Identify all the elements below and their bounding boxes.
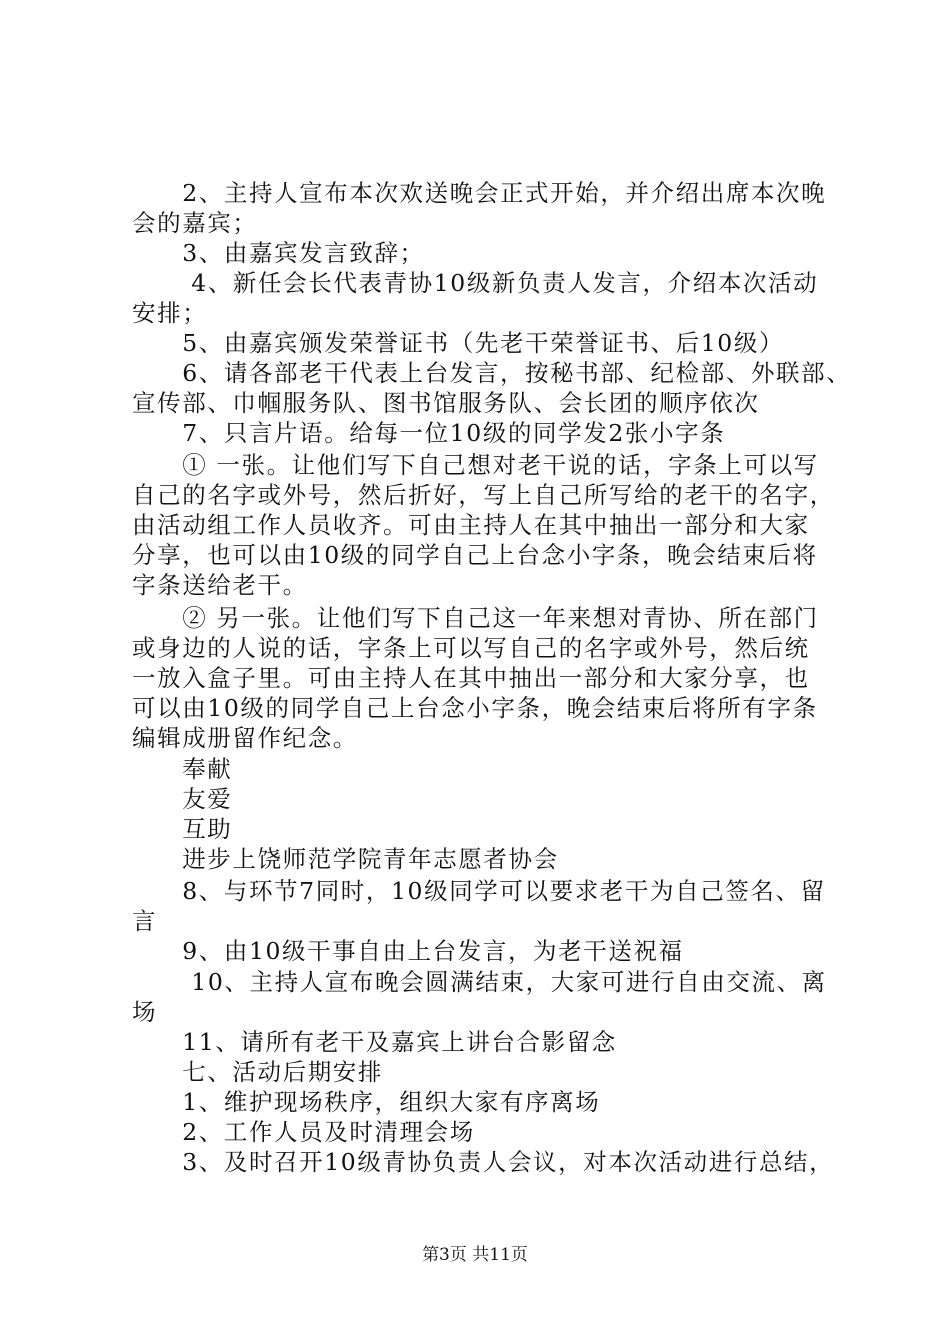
text-line: 由活动组工作人员收齐。可由主持人在其中抽出一部分和大家: [132, 511, 810, 539]
text-line: 编辑成册留作纪念。: [132, 724, 358, 752]
text-line: 2、主持人宣布本次欢送晚会正式开始，并介绍出席本次晚: [132, 179, 827, 207]
text-line: 七、活动后期安排: [132, 1058, 383, 1086]
text-line: 互助: [132, 815, 233, 843]
text-line: 11、请所有老干及嘉宾上讲台合影留念: [132, 1028, 617, 1056]
text-line: ② 另一张。让他们写下自己这一年来想对青协、所在部门: [132, 604, 819, 632]
text-line: 一放入盒子里。可由主持人在其中抽出一部分和大家分享，也: [132, 664, 810, 692]
text-line: 6、请各部老干代表上台发言，按秘书部、纪检部、外联部、: [132, 359, 852, 387]
text-line: 4、新任会长代表青协10级新负责人发言，介绍本次活动: [132, 269, 819, 297]
text-line: 安排；: [132, 299, 208, 327]
text-line: 字条送给老干。: [132, 571, 308, 599]
text-line: 2、工作人员及时清理会场: [132, 1118, 475, 1146]
text-line: 进步上饶师范学院青年志愿者协会: [132, 845, 559, 873]
text-line: 或身边的人说的话，字条上可以写自己的名字或外号，然后统: [132, 634, 810, 662]
text-line: 自己的名字或外号，然后折好，写上自己所写给的老干的名字，: [132, 481, 835, 509]
text-line: 可以由10级的同学自己上台念小字条，晚会结束后将所有字条: [132, 694, 818, 722]
text-line: 言: [132, 907, 158, 935]
text-line: 8、与环节7同时，10级同学可以要求老干为自己签名、留: [132, 877, 826, 905]
text-line: 宣传部、巾帼服务队、图书馆服务队、会长团的顺序依次: [132, 389, 760, 417]
page-number-footer: 第3页 共11页: [422, 1245, 528, 1265]
text-line: 友爱: [132, 785, 233, 813]
text-line: 分享，也可以由10级的同学自己上台念小字条，晚会结束后将: [132, 541, 818, 569]
text-line: 1、维护现场秩序，组织大家有序离场: [132, 1088, 601, 1116]
text-line: 奉献: [132, 755, 233, 783]
text-line: 场: [132, 998, 158, 1026]
text-line: 10、主持人宣布晚会圆满结束，大家可进行自由交流、离: [132, 968, 827, 996]
text-line: ① 一张。让他们写下自己想对老干说的话，字条上可以写: [132, 451, 819, 479]
text-line: 3、及时召开10级青协负责人会议，对本次活动进行总结，: [132, 1148, 835, 1176]
text-line: 9、由10级干事自由上台发言，为老干送祝福: [132, 937, 684, 965]
text-line: 7、只言片语。给每一位10级的同学发2张小字条: [132, 419, 726, 447]
text-line: 会的嘉宾；: [132, 209, 258, 237]
text-line: 3、由嘉宾发言致辞；: [132, 239, 425, 267]
text-line: 5、由嘉宾颁发荣誉证书（先老干荣誉证书、后10级）: [132, 329, 785, 357]
